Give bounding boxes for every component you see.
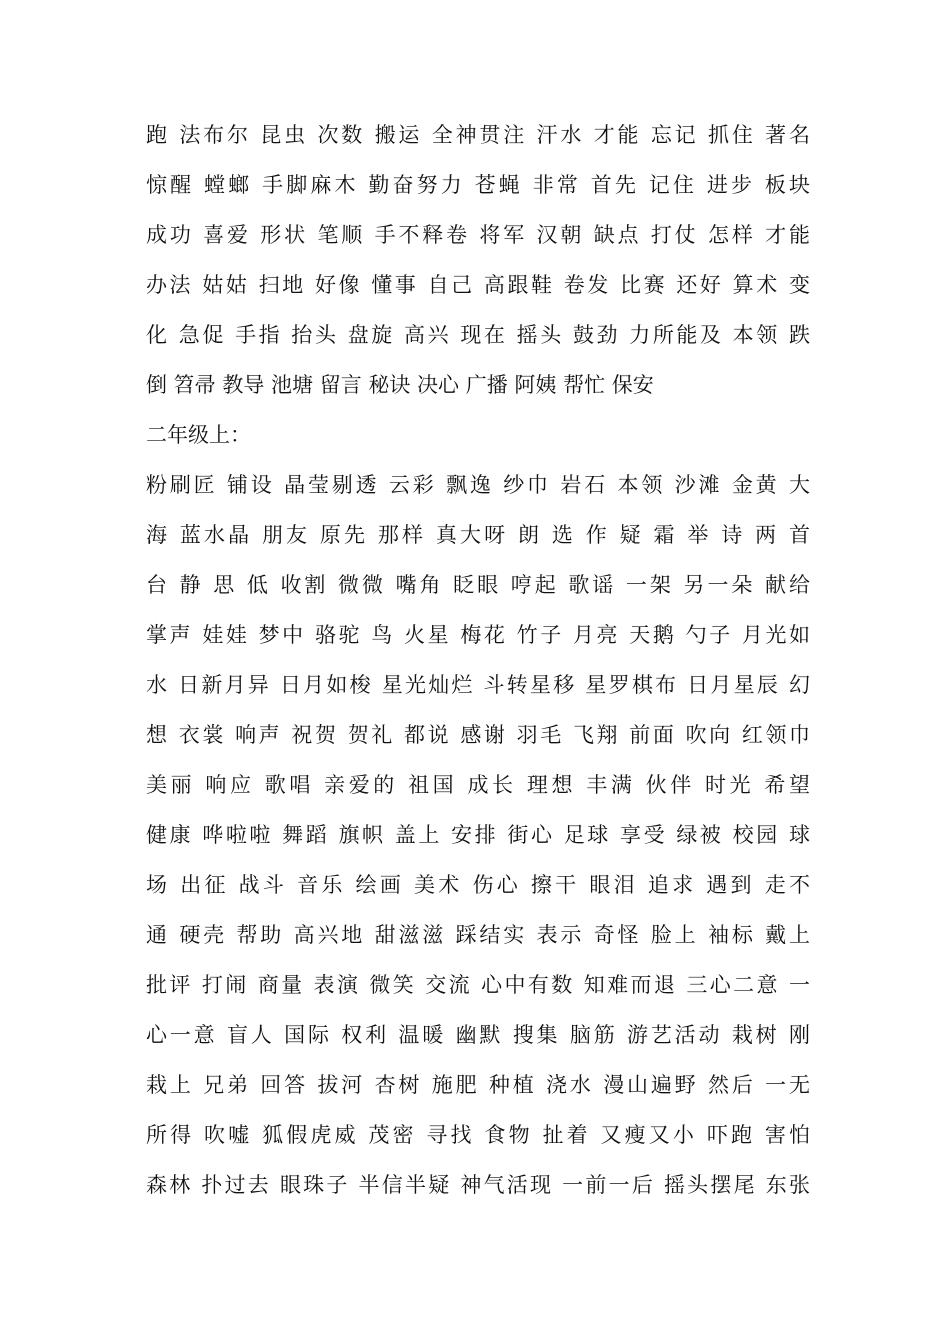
text-line-12: 水 日新月异 日月如梭 星光灿烂 斗转星移 星罗棋布 日月星辰 幻 (146, 673, 810, 697)
text-line-18: 批评 打闹 商量 表演 微笑 交流 心中有数 知难而退 三心二意 一 (146, 973, 810, 997)
text-line-2: 惊醒 螳螂 手脚麻木 勤奋努力 苍蝇 非常 首先 记住 进步 板块 (146, 173, 810, 197)
section-heading: 二年级上： (146, 423, 251, 447)
text-line-15: 健康 哗啦啦 舞蹈 旗帜 盖上 安排 街心 足球 享受 绿被 校园 球 (146, 823, 810, 847)
text-line-3: 成功 喜爱 形状 笔顺 手不释卷 将军 汉朝 缺点 打仗 怎样 才能 (146, 223, 810, 247)
text-line-9: 海 蓝水晶 朋友 原先 那样 真大呀 朗 选 作 疑 霜 举 诗 两 首 (146, 523, 810, 547)
text-line-8: 粉刷匠 铺设 晶莹剔透 云彩 飘逸 纱巾 岩石 本领 沙滩 金黄 大 (146, 473, 810, 497)
text-line-11: 掌声 娃娃 梦中 骆驼 鸟 火星 梅花 竹子 月亮 天鹅 勺子 月光如 (146, 623, 810, 647)
text-line-5: 化 急促 手指 抬头 盘旋 高兴 现在 摇头 鼓劲 力所能及 本领 跌 (146, 323, 810, 347)
text-line-20: 栽上 兄弟 回答 拔河 杏树 施肥 种植 浇水 漫山遍野 然后 一无 (146, 1073, 810, 1097)
text-line-14: 美丽 响应 歌唱 亲爱的 祖国 成长 理想 丰满 伙伴 时光 希望 (146, 773, 810, 797)
text-line-19: 心一意 盲人 国际 权利 温暖 幽默 搜集 脑筋 游艺活动 栽树 刚 (146, 1023, 810, 1047)
text-line-22: 森林 扑过去 眼珠子 半信半疑 神气活现 一前一后 摇头摆尾 东张 (146, 1173, 810, 1197)
text-line-21: 所得 吹嘘 狐假虎威 茂密 寻找 食物 扯着 又瘦又小 吓跑 害怕 (146, 1123, 810, 1147)
document-page (146, 110, 810, 1210)
text-line-10: 台 静 思 低 收割 微微 嘴角 眨眼 哼起 歌谣 一架 另一朵 献给 (146, 573, 810, 597)
text-line-1: 跑 法布尔 昆虫 次数 搬运 全神贯注 汗水 才能 忘记 抓住 著名 (146, 123, 810, 147)
text-line-13: 想 衣裳 响声 祝贺 贺礼 都说 感谢 羽毛 飞翔 前面 吹向 红领巾 (146, 723, 810, 747)
text-line-4: 办法 姑姑 扫地 好像 懂事 自己 高跟鞋 卷发 比赛 还好 算术 变 (146, 273, 810, 297)
text-line-16: 场 出征 战斗 音乐 绘画 美术 伤心 擦干 眼泪 追求 遇到 走不 (146, 873, 810, 897)
text-line-6: 倒 笤帚 教导 池塘 留言 秘诀 决心 广播 阿姨 帮忙 保安 (146, 373, 654, 397)
text-line-17: 通 硬壳 帮助 高兴地 甜滋滋 踩结实 表示 奇怪 脸上 袖标 戴上 (146, 923, 810, 947)
